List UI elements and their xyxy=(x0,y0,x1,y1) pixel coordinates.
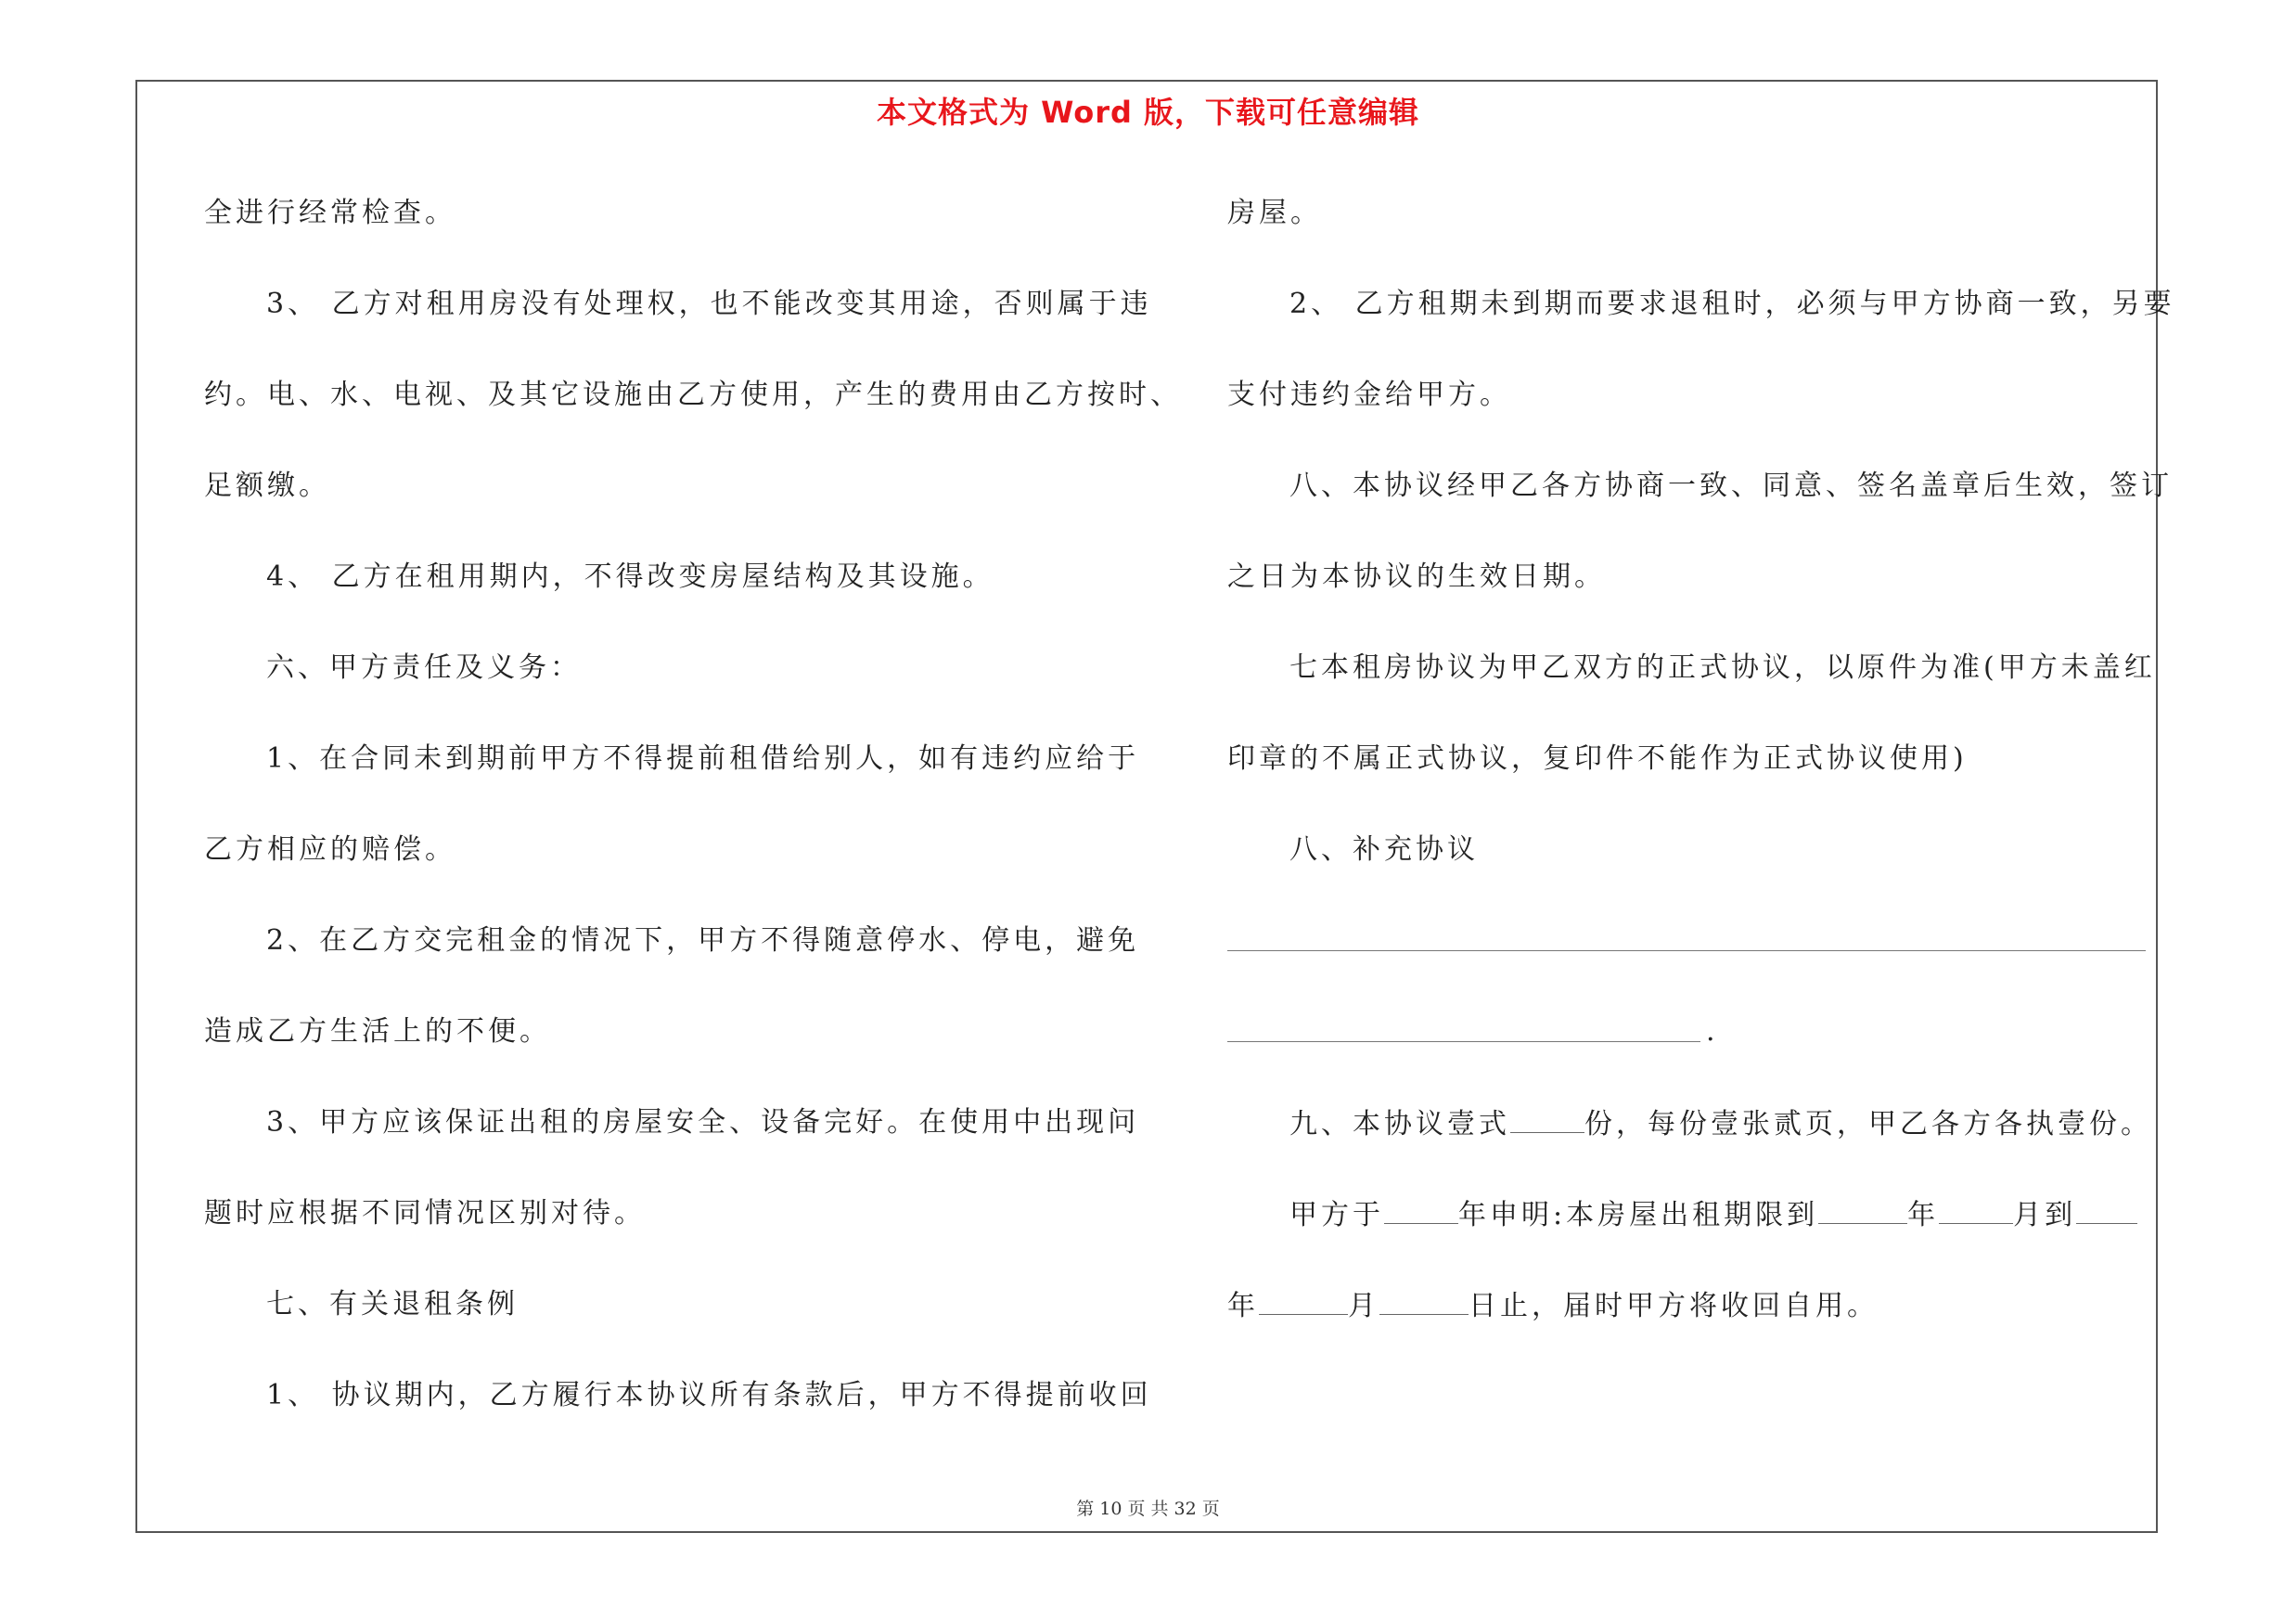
page-number: 第 10 页 共 32 页 xyxy=(1076,1499,1220,1519)
paragraph-line: 约。电、水、电视、及其它设施由乙方使用，产生的费用由乙方按时、 xyxy=(204,379,1182,411)
final-year-blank xyxy=(2076,1186,2137,1224)
month-to-label: 月到 xyxy=(2013,1199,2077,1231)
left-text-column xyxy=(204,186,1182,1459)
paragraph-line: 4、 乙方在租用期内，不得改变房屋结构及其设施。 xyxy=(266,560,994,593)
declaration-text: 年申明:本房屋出租期限到 xyxy=(1458,1199,1819,1231)
copies-clause-end: 份，每份壹张贰页，甲乙各方各执壹份。 xyxy=(1584,1108,2152,1140)
paragraph-line: 2、在乙方交完租金的情况下，甲方不得随意停水、停电，避免 xyxy=(266,924,1140,957)
year-label: 年 xyxy=(1227,1290,1259,1322)
paragraph-line: 3、 乙方对租用房没有处理权，也不能改变其用途，否则属于违 xyxy=(266,288,1152,320)
paragraph-line: 1、 协议期内，乙方履行本协议所有条款后，甲方不得提前收回 xyxy=(266,1379,1152,1411)
declaration-end: 日止，届时甲方将收回自用。 xyxy=(1469,1290,1879,1322)
year-label: 年 xyxy=(1907,1199,1940,1231)
supplement-fill-line xyxy=(1227,1004,2150,1095)
paragraph-line: 支付违约金给甲方。 xyxy=(1227,379,1511,411)
paragraph-line: 造成乙方生活上的不便。 xyxy=(204,1015,551,1048)
paragraph-line: 全进行经常检查。 xyxy=(204,197,456,229)
section-heading: 七、有关退租条例 xyxy=(266,1288,519,1320)
paragraph-line xyxy=(1227,1186,2150,1277)
month-label: 月 xyxy=(1348,1290,1379,1322)
right-text-column xyxy=(1227,186,2175,1368)
paragraph-line: 2、 乙方租期未到期而要求退租时，必须与甲方协商一致，另要 xyxy=(1289,288,2175,320)
paragraph-line: 足额缴。 xyxy=(204,470,330,502)
section-heading: 六、甲方责任及义务： xyxy=(266,651,582,684)
year-blank xyxy=(1384,1186,1458,1224)
paragraph-line: 乙方相应的赔偿。 xyxy=(204,833,456,866)
paragraph-line: 房屋。 xyxy=(1227,197,1322,229)
section-heading: 八、补充协议 xyxy=(1289,833,1479,866)
paragraph-line xyxy=(1227,1277,2150,1368)
copies-blank xyxy=(1510,1095,1584,1133)
paragraph-line: 八、本协议经甲乙各方协商一致、同意、签名盖章后生效，签订 xyxy=(1289,470,2173,502)
rule-end-mark: . xyxy=(1706,1015,1719,1048)
end-year-blank xyxy=(1818,1186,1907,1224)
blank-rule xyxy=(1227,1041,1700,1042)
paragraph-line: 题时应根据不同情况区别对待。 xyxy=(204,1197,646,1230)
format-notice-banner: 本文格式为 Word 版，下载可任意编辑 xyxy=(876,95,1420,130)
copies-clause-start: 九、本协议壹式 xyxy=(1289,1108,1510,1140)
paragraph-line: 之日为本协议的生效日期。 xyxy=(1227,560,1606,593)
paragraph-line xyxy=(1227,1095,2150,1186)
end-month-blank xyxy=(1939,1186,2013,1224)
paragraph-line: 3、甲方应该保证出租的房屋安全、设备完好。在使用中出现问 xyxy=(266,1106,1140,1139)
paragraph-line: 七本租房协议为甲乙双方的正式协议，以原件为准(甲方未盖红 xyxy=(1289,651,2156,684)
blank-rule xyxy=(1227,950,2146,951)
supplement-fill-line xyxy=(1227,913,2150,1004)
paragraph-line: 1、在合同未到期前甲方不得提前租借给别人，如有违约应给于 xyxy=(266,742,1140,775)
paragraph-line: 印章的不属正式协议，复印件不能作为正式协议使用) xyxy=(1227,742,1968,775)
day-blank xyxy=(1379,1277,1469,1315)
month-blank xyxy=(1259,1277,1348,1315)
declaration-text: 甲方于 xyxy=(1289,1199,1384,1231)
